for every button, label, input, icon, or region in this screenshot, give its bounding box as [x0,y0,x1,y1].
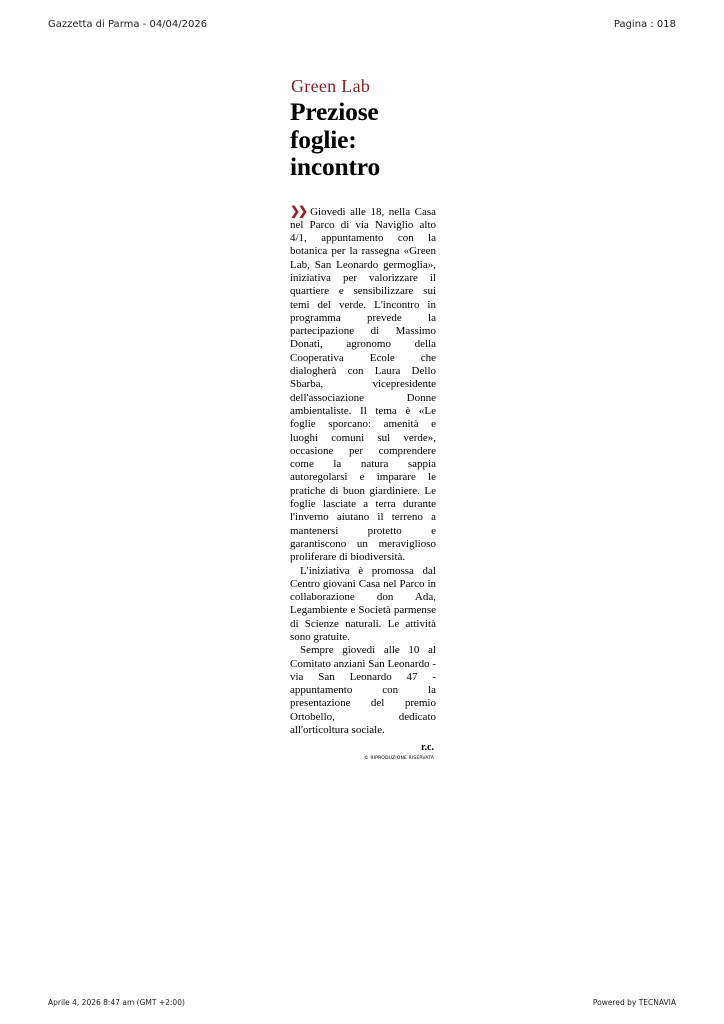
page-footer-credit: Powered by TECNAVIA [592,998,676,1007]
article-paragraph-text: Giovedì alle 18, nella Casa nel Parco di via Naviglio alto 4/1, appuntamento con la botanica per la rassegna «Green Lab, San Leonardo germoglia», iniziativa per valorizzare il quartiere e sensibilizzare sui temi del verde. L'incontro in programma prevede la partecipazione di Massimo Donati, agronomo della Cooperativa Ecole che dialogherà con Laura Dello Sbarba, vicepresidente dell'associazione Donne ambientaliste. Il tema è «Le foglie sporcano: amenità e luoghi comuni sul verde», occasione per comprendere come la natura sappia autoregolarsi e imparare le pratiche di buon giardiniere. Le foglie lasciate a terra durante l'inverno aiutano il terreno a mantenersi protetto e garantiscono un meraviglioso proliferare di biodiversità. [290,205,436,564]
article-kicker: Green Lab [291,76,371,96]
article-paragraph [290,205,436,565]
article-headline: Preziose foglie: incontro [290,97,381,181]
article-signature: r.c. [421,742,434,754]
article [290,76,436,761]
double-chevron-icon: ❯❯ [290,203,307,218]
page-header-publication: Gazzetta di Parma - 04/04/2026 [48,19,208,30]
page-header-page-number: Pagina : 018 [613,19,676,30]
article-body [290,205,436,738]
article-paragraph: Sempre giovedì alle 10 al Comitato anziani San Leonardo - via San Leonardo 47 - appuntamento con la presentazione del premio Ortobello, dedicato all'orticoltura sociale. [290,644,437,737]
article-paragraph: L'iniziativa è promossa dal Centro giovani Casa nel Parco in collaborazione don Ada, Legambiente e Società parmense di Scienze naturali. Le attività sono gratuite. [290,564,436,643]
page-footer-timestamp: Aprile 4, 2026 8:47 am (GMT +2:00) [48,998,185,1007]
copyright-notice: © RIPRODUZIONE RISERVATA [364,756,434,762]
